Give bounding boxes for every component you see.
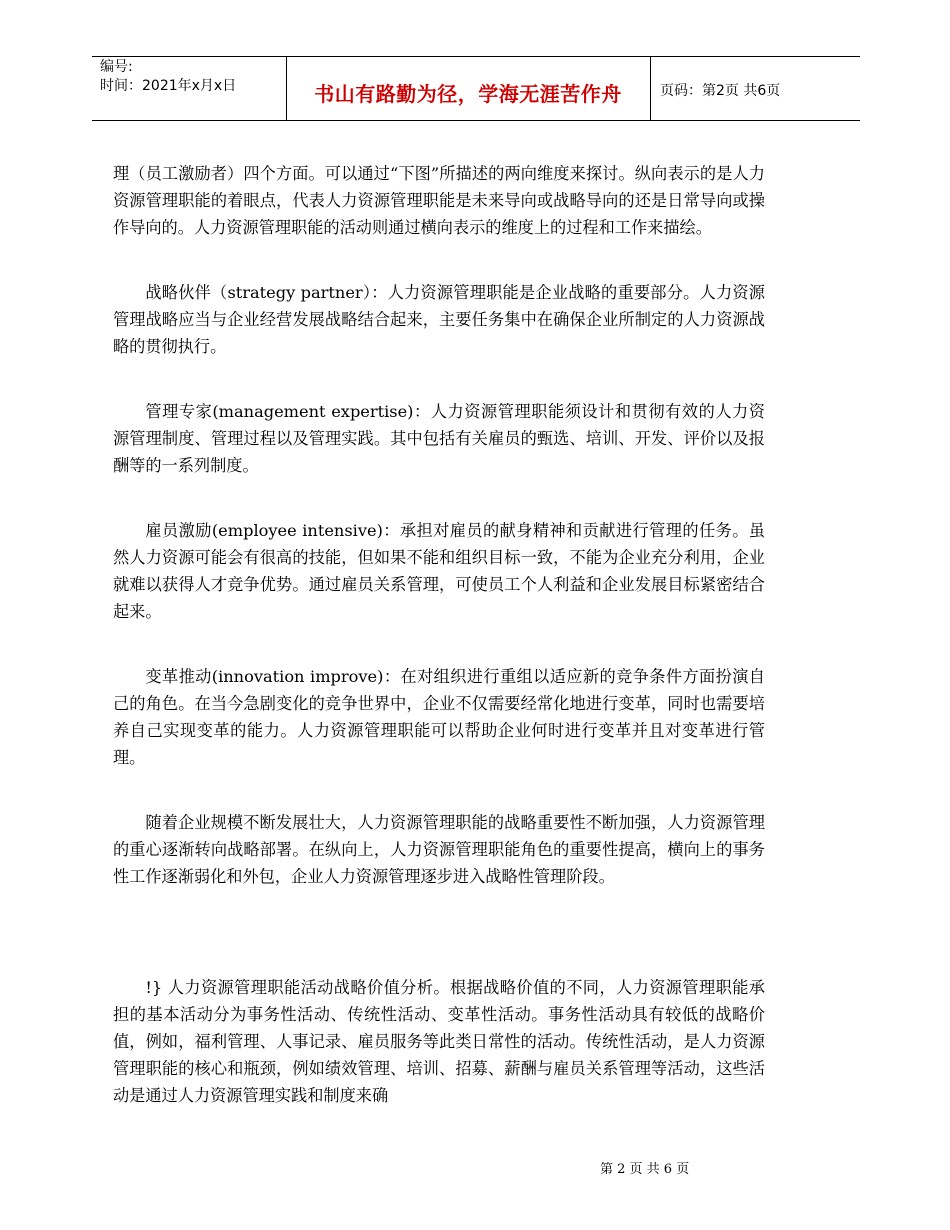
header-top-rule [92, 56, 860, 57]
body-paragraph: 理（员工激励者）四个方面。可以通过“下图”所描述的两向维度来探讨。纵向表示的是人力资源管理职能的着眼点，代表人力资源管理职能是未来导向或战略导向的还是日常导向或操作导向的。人力资源管理职能的活动则通过横向表示的维度上的过程和工作来描绘。 [113, 164, 765, 237]
header-bottom-rule [92, 120, 860, 121]
header-motto: 书山有路勤为径，学海无涯苦作舟 [314, 82, 622, 106]
document-time-label: 时间：2021年x月x日 [100, 78, 237, 94]
document-number-label: 编号: [100, 59, 133, 75]
header-divider-right [650, 56, 651, 120]
page-footer: 第 2 页 共 6 页 [600, 1162, 690, 1177]
header-page-info: 页码：第2页 共6页 [660, 83, 781, 99]
body-paragraph: !} 人力资源管理职能活动战略价值分析。根据战略价值的不同，人力资源管理职能承担的基本活动分为事务性活动、传统性活动、变革性活动。事务性活动具有较低的战略价值，例如，福利管理、人事记录、雇员服务等此类日常性的活动。传统性活动，是人力资源管理职能的核心和瓶颈，例如绩效管理、培训、招募、薪酬与雇员关系管理等活动，这些活动是通过人力资源管理实践和制度来确 [113, 978, 765, 1105]
body-paragraph: 随着企业规模不断发展壮大，人力资源管理职能的战略重要性不断加强，人力资源管理的重心逐渐转向战略部署。在纵向上，人力资源管理职能角色的重要性提高，横向上的事务性工作逐渐弱化和外包，企业人力资源管理逐步进入战略性管理阶段。 [113, 813, 765, 886]
document-body [113, 160, 765, 1109]
body-paragraph: 雇员激励(employee intensive)：承担对雇员的献身精神和贡献进行管理的任务。虽然人力资源可能会有很高的技能，但如果不能和组织目标一致，不能为企业充分利用，企业就难以获得人才竞争优势。通过雇员关系管理，可使员工个人利益和企业发展目标紧密结合起来。 [113, 521, 765, 621]
body-paragraph: 变革推动(innovation improve)：在对组织进行重组以适应新的竞争条件方面扮演自己的角色。在当今急剧变化的竞争世界中，企业不仅需要经常化地进行变革，同时也需要培养自己实现变革的能力。人力资源管理职能可以帮助企业何时进行变革并且对变革进行管理。 [113, 667, 765, 767]
body-paragraph: 管理专家(management expertise)：人力资源管理职能须设计和贯彻有效的人力资源管理制度、管理过程以及管理实践。其中包括有关雇员的甄选、培训、开发、评价以及报酬等的一系列制度。 [113, 402, 765, 475]
header-meta [100, 58, 236, 96]
body-paragraph: 战略伙伴（strategy partner）：人力资源管理职能是企业战略的重要部分。人力资源管理战略应当与企业经营发展战略结合起来，主要任务集中在确保企业所制定的人力资源战略的贯彻执行。 [113, 283, 765, 356]
